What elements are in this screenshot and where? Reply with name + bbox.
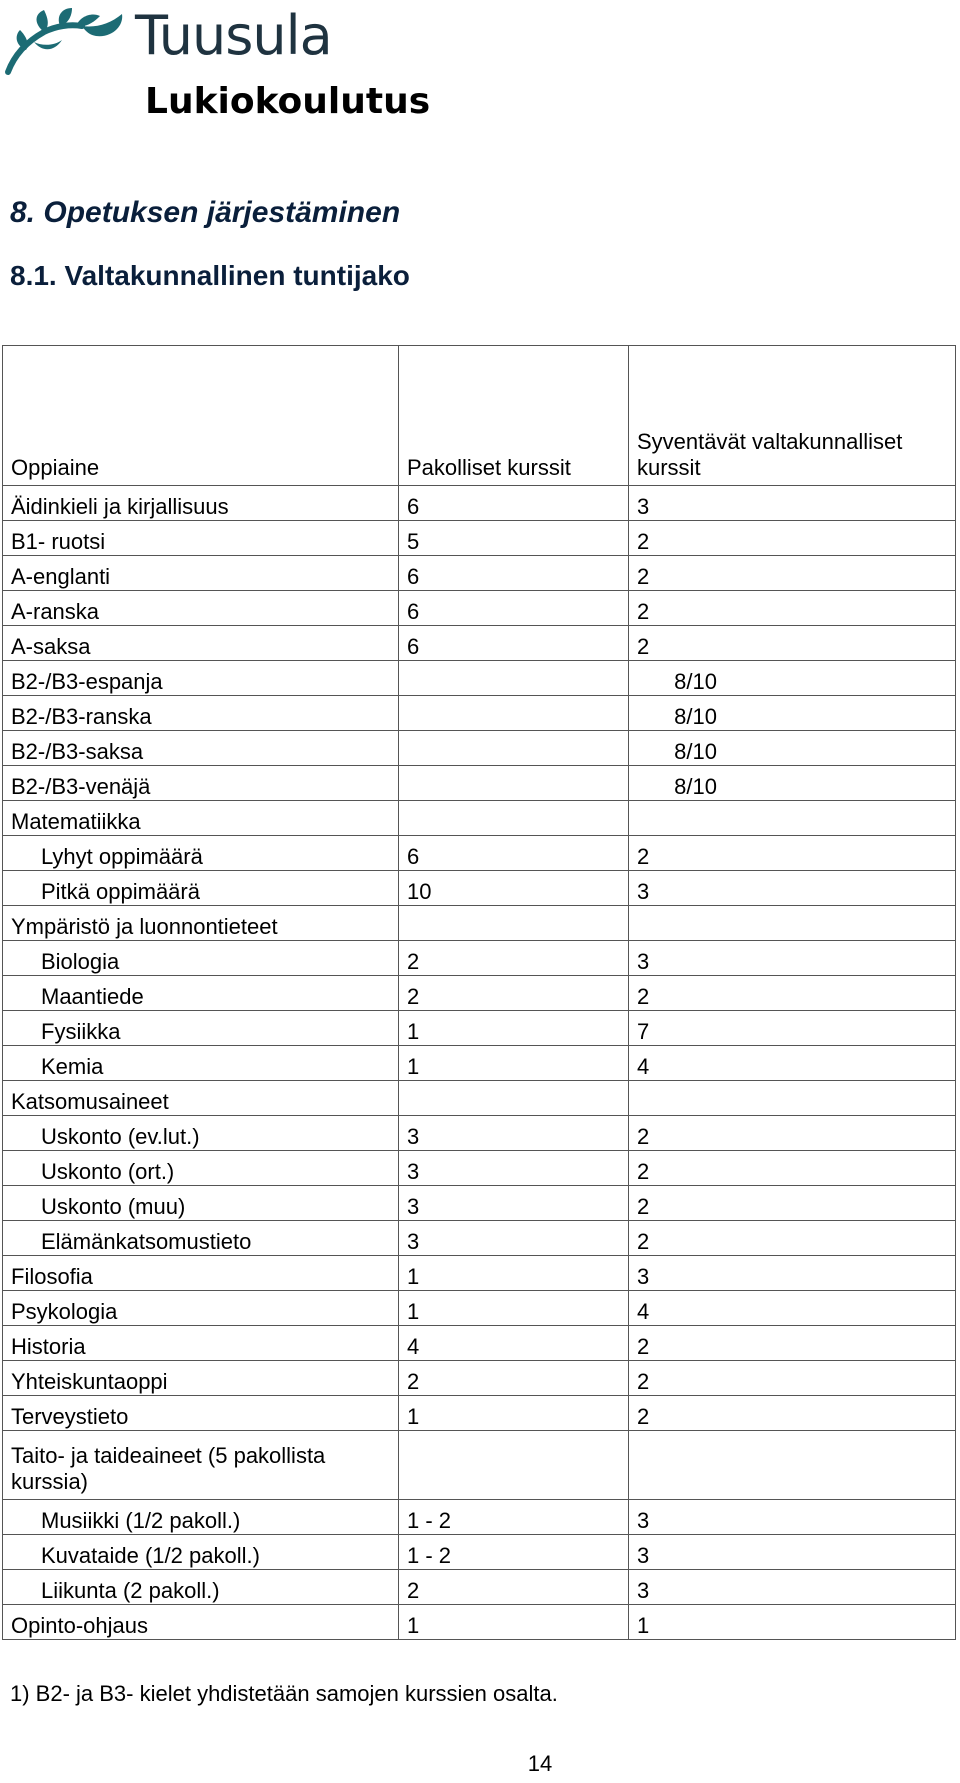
- advanced-cell: 3: [629, 941, 956, 976]
- subject-cell: Kuvataide (1/2 pakoll.): [3, 1535, 399, 1570]
- subject-cell: Musiikki (1/2 pakoll.): [3, 1500, 399, 1535]
- advanced-cell: 4: [629, 1291, 956, 1326]
- subject-cell: Uskonto (ort.): [3, 1151, 399, 1186]
- advanced-cell: [629, 1431, 956, 1500]
- subject-cell: Opinto-ohjaus: [3, 1605, 399, 1640]
- mandatory-cell: 3: [399, 1186, 629, 1221]
- table-row: [3, 1570, 956, 1605]
- subject-cell: B2-/B3-ranska: [3, 696, 399, 731]
- subject-cell: Matematiikka: [3, 801, 399, 836]
- mandatory-cell: 3: [399, 1116, 629, 1151]
- table-row: [3, 1431, 956, 1500]
- subject-cell: Uskonto (muu): [3, 1186, 399, 1221]
- advanced-cell: 2: [629, 1361, 956, 1396]
- mandatory-cell: 5: [399, 521, 629, 556]
- table-row: [3, 591, 956, 626]
- subject-cell: Yhteiskuntaoppi: [3, 1361, 399, 1396]
- footnote: 1) B2- ja B3- kielet yhdistetään samojen kurssien osalta.: [10, 1681, 558, 1706]
- mandatory-cell: 1 - 2: [399, 1535, 629, 1570]
- subject-cell: A-ranska: [3, 591, 399, 626]
- advanced-cell: 2: [629, 1186, 956, 1221]
- subject-cell: B1- ruotsi: [3, 521, 399, 556]
- brand-name: Tuusula: [135, 4, 332, 67]
- mandatory-cell: [399, 766, 629, 801]
- advanced-cell: 8/10: [629, 766, 956, 801]
- subject-cell: Historia: [3, 1326, 399, 1361]
- subject-cell: Lyhyt oppimäärä: [3, 836, 399, 871]
- table-row: [3, 486, 956, 521]
- advanced-cell: 2: [629, 1326, 956, 1361]
- subject-cell: Elämänkatsomustieto: [3, 1221, 399, 1256]
- table-row: [3, 1326, 956, 1361]
- mandatory-cell: 1: [399, 1605, 629, 1640]
- advanced-cell: 2: [629, 836, 956, 871]
- table-row: [3, 1256, 956, 1291]
- table-row: [3, 626, 956, 661]
- subject-cell: Fysiikka: [3, 1011, 399, 1046]
- advanced-cell: 8/10: [629, 661, 956, 696]
- table-row: [3, 941, 956, 976]
- table-header-row: [3, 346, 956, 486]
- table-row: [3, 1221, 956, 1256]
- mandatory-cell: [399, 696, 629, 731]
- advanced-cell: 2: [629, 1396, 956, 1431]
- table-row: [3, 801, 956, 836]
- advanced-cell: 8/10: [629, 731, 956, 766]
- subject-cell: A-saksa: [3, 626, 399, 661]
- advanced-cell: 3: [629, 1500, 956, 1535]
- mandatory-cell: 3: [399, 1221, 629, 1256]
- advanced-cell: 2: [629, 976, 956, 1011]
- mandatory-cell: 2: [399, 941, 629, 976]
- mandatory-cell: 6: [399, 591, 629, 626]
- column-header-advanced: Syventävät valtakunnalliset kurssit: [629, 346, 956, 486]
- table-row: [3, 1116, 956, 1151]
- advanced-cell: 2: [629, 591, 956, 626]
- table-row: [3, 1500, 956, 1535]
- subject-cell: Pitkä oppimäärä: [3, 871, 399, 906]
- curriculum-table-wrapper: [2, 345, 955, 1640]
- mandatory-cell: [399, 731, 629, 766]
- advanced-cell: 3: [629, 1570, 956, 1605]
- section-title: 8. Opetuksen järjestäminen: [10, 196, 401, 229]
- advanced-cell: [629, 906, 956, 941]
- subject-cell: Biologia: [3, 941, 399, 976]
- advanced-cell: [629, 801, 956, 836]
- table-row: [3, 556, 956, 591]
- advanced-cell: 3: [629, 486, 956, 521]
- table-row: [3, 1605, 956, 1640]
- mandatory-cell: 2: [399, 1570, 629, 1605]
- advanced-cell: 2: [629, 1116, 956, 1151]
- table-row: [3, 1396, 956, 1431]
- subject-cell: B2-/B3-venäjä: [3, 766, 399, 801]
- table-row: [3, 1535, 956, 1570]
- mandatory-cell: 6: [399, 556, 629, 591]
- subject-cell: Ympäristö ja luonnontieteet: [3, 906, 399, 941]
- subject-cell: Filosofia: [3, 1256, 399, 1291]
- table-row: [3, 1046, 956, 1081]
- column-header-mandatory: Pakolliset kurssit: [399, 346, 629, 486]
- mandatory-cell: [399, 906, 629, 941]
- mandatory-cell: 6: [399, 486, 629, 521]
- subject-cell: Kemia: [3, 1046, 399, 1081]
- mandatory-cell: [399, 661, 629, 696]
- advanced-cell: 2: [629, 556, 956, 591]
- subsection-title: 8.1. Valtakunnallinen tuntijako: [10, 260, 410, 291]
- subject-cell: B2-/B3-saksa: [3, 731, 399, 766]
- table-row: [3, 836, 956, 871]
- page-number: 14: [527, 1751, 553, 1776]
- table-row: [3, 521, 956, 556]
- table-row: [3, 696, 956, 731]
- advanced-cell: 2: [629, 521, 956, 556]
- mandatory-cell: 10: [399, 871, 629, 906]
- advanced-cell: [629, 1081, 956, 1116]
- mandatory-cell: 6: [399, 626, 629, 661]
- mandatory-cell: 2: [399, 1361, 629, 1396]
- mandatory-cell: 1: [399, 1256, 629, 1291]
- subject-cell: B2-/B3-espanja: [3, 661, 399, 696]
- subject-cell: Äidinkieli ja kirjallisuus: [3, 486, 399, 521]
- advanced-cell: 3: [629, 1256, 956, 1291]
- advanced-cell: 3: [629, 871, 956, 906]
- mandatory-cell: 1: [399, 1291, 629, 1326]
- advanced-cell: 1: [629, 1605, 956, 1640]
- table-row: [3, 1186, 956, 1221]
- advanced-cell: 3: [629, 1535, 956, 1570]
- column-header-subject: Oppiaine: [3, 346, 399, 486]
- mandatory-cell: 1 - 2: [399, 1500, 629, 1535]
- table-row: [3, 1291, 956, 1326]
- table-row: [3, 766, 956, 801]
- table-row: [3, 1151, 956, 1186]
- table-row: [3, 1361, 956, 1396]
- mandatory-cell: 4: [399, 1326, 629, 1361]
- brand-unit: Lukiokoulutus: [145, 81, 431, 122]
- page-header: [0, 0, 960, 130]
- subject-cell: Katsomusaineet: [3, 1081, 399, 1116]
- mandatory-cell: 1: [399, 1396, 629, 1431]
- subject-cell: Psykologia: [3, 1291, 399, 1326]
- subject-cell: Liikunta (2 pakoll.): [3, 1570, 399, 1605]
- subject-cell: Taito- ja taideaineet (5 pakollista kurssia): [3, 1431, 399, 1500]
- mandatory-cell: 2: [399, 976, 629, 1011]
- subject-cell: A-englanti: [3, 556, 399, 591]
- advanced-cell: 2: [629, 1151, 956, 1186]
- mandatory-cell: 6: [399, 836, 629, 871]
- mandatory-cell: 1: [399, 1046, 629, 1081]
- subject-cell: Terveystieto: [3, 1396, 399, 1431]
- mandatory-cell: [399, 1081, 629, 1116]
- advanced-cell: 7: [629, 1011, 956, 1046]
- mandatory-cell: [399, 801, 629, 836]
- advanced-cell: 2: [629, 626, 956, 661]
- subject-cell: Uskonto (ev.lut.): [3, 1116, 399, 1151]
- advanced-cell: 2: [629, 1221, 956, 1256]
- leaf-logo-icon: [4, 6, 132, 76]
- curriculum-table: [2, 345, 956, 1640]
- table-row: [3, 1081, 956, 1116]
- table-row: [3, 1011, 956, 1046]
- mandatory-cell: 1: [399, 1011, 629, 1046]
- table-row: [3, 731, 956, 766]
- table-row: [3, 906, 956, 941]
- advanced-cell: 8/10: [629, 696, 956, 731]
- mandatory-cell: 3: [399, 1151, 629, 1186]
- advanced-cell: 4: [629, 1046, 956, 1081]
- subject-cell: Maantiede: [3, 976, 399, 1011]
- table-row: [3, 871, 956, 906]
- table-row: [3, 976, 956, 1011]
- table-row: [3, 661, 956, 696]
- mandatory-cell: [399, 1431, 629, 1500]
